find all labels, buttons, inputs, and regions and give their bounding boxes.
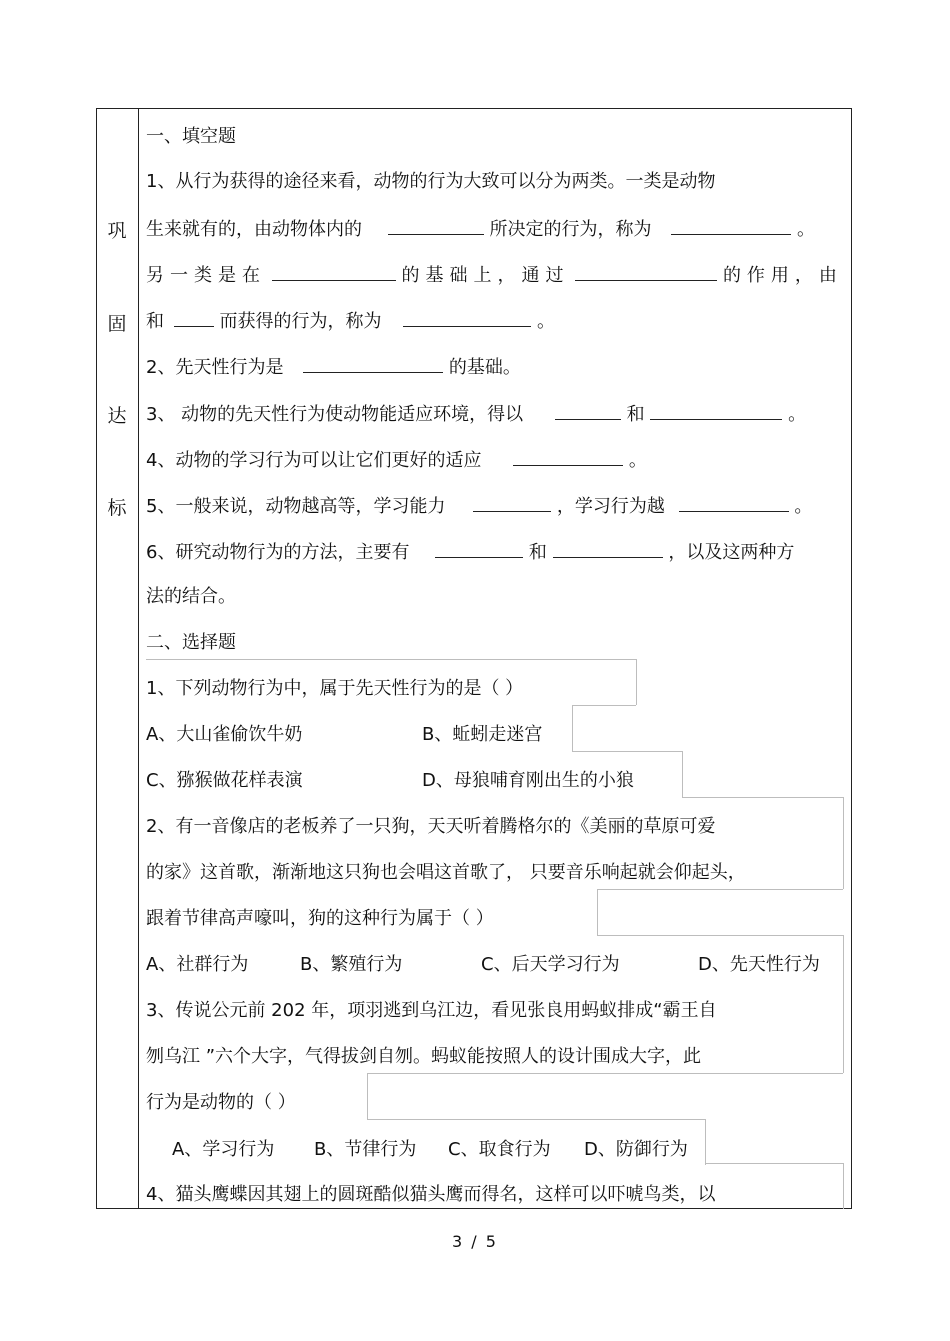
answer-blank[interactable] xyxy=(513,447,623,466)
text: 2、先天性行为是 xyxy=(146,357,284,378)
answer-blank[interactable] xyxy=(435,539,523,558)
choice-2-option-d[interactable]: D、先天性行为 xyxy=(698,954,820,975)
choice-question-1: 1、下列动物行为中，属于先天性行为的是（ ） xyxy=(146,678,524,699)
choice-question-2-line-2: 的家》这首歌，渐渐地这只狗也会唱这首歌了， 只要音乐响起就会仰起头， xyxy=(146,862,746,883)
faint-box-edge xyxy=(705,1163,843,1164)
answer-blank[interactable] xyxy=(650,401,782,420)
choice-question-4-line-1: 4、猫头鹰蝶因其翅上的圆斑酷似猫头鹰而得名，这样可以吓唬鸟类，以 xyxy=(146,1184,716,1205)
faint-box-edge xyxy=(367,1073,843,1074)
faint-box-edge xyxy=(705,1119,706,1165)
answer-blank[interactable] xyxy=(403,308,531,327)
question-2 xyxy=(146,354,521,380)
question-5 xyxy=(146,493,812,519)
text: 。 xyxy=(788,404,807,425)
text: 所决定的行为，称为 xyxy=(489,219,652,240)
faint-box-edge xyxy=(597,889,843,890)
section-heading-choice: 二、选择题 xyxy=(146,632,236,653)
text: 5、一般来说，动物越高等，学习能力 xyxy=(146,496,446,517)
choice-question-3-line-1: 3、传说公元前 202 年，项羽逃到乌江边，看见张良用蚂蚁排成“霸王自 xyxy=(146,1000,717,1021)
faint-box-edge xyxy=(572,751,682,752)
question-4 xyxy=(146,447,647,473)
faint-box-edge xyxy=(843,797,844,889)
question-1-line-2 xyxy=(146,216,815,242)
faint-box-edge xyxy=(146,659,636,660)
faint-box-edge xyxy=(572,705,636,706)
choice-question-2-line-1: 2、有一音像店的老板养了一只狗，天天听着腾格尔的《美丽的草原可爱 xyxy=(146,816,716,837)
text: 和 xyxy=(626,404,645,425)
choice-2-option-c[interactable]: C、后天学习行为 xyxy=(481,954,620,975)
text: 4、动物的学习行为可以让它们更好的适应 xyxy=(146,450,482,471)
side-label-char: 标 xyxy=(107,497,127,519)
choice-1-option-b[interactable]: B、蚯蚓走迷宫 xyxy=(422,724,543,745)
text: 。 xyxy=(796,219,815,240)
section-heading-fill: 一、填空题 xyxy=(146,126,236,147)
text: 。 xyxy=(536,311,555,332)
answer-blank[interactable] xyxy=(473,493,551,512)
question-6-line-2: 法的结合。 xyxy=(146,586,236,607)
question-6-line-1 xyxy=(146,539,794,565)
choice-1-option-c[interactable]: C、猕猴做花样表演 xyxy=(146,770,303,791)
choice-3-option-c[interactable]: C、取食行为 xyxy=(448,1139,551,1160)
faint-box-edge xyxy=(367,1073,368,1119)
answer-blank[interactable] xyxy=(553,539,663,558)
choice-question-3-line-3: 行为是动物的（ ） xyxy=(146,1092,296,1113)
faint-box-edge xyxy=(682,797,844,798)
choice-3-option-b[interactable]: B、节律行为 xyxy=(314,1139,417,1160)
question-1-line-1: 1、从行为获得的途径来看，动物的行为大致可以分为两类。一类是动物 xyxy=(146,171,716,192)
text: 的作用，由 xyxy=(722,265,843,286)
answer-blank[interactable] xyxy=(555,401,621,420)
faint-box-edge xyxy=(367,1119,706,1120)
choice-question-3-line-2: 刎乌江 ”六个大字，气得拔剑自刎。蚂蚁能按照人的设计围成大字，此 xyxy=(146,1046,702,1067)
text: 而获得的行为，称为 xyxy=(219,311,382,332)
faint-box-edge xyxy=(597,935,843,936)
text: 的基础上，通过 xyxy=(401,265,570,286)
question-1-line-3 xyxy=(146,262,843,288)
answer-blank[interactable] xyxy=(388,216,484,235)
text: 6、研究动物行为的方法，主要有 xyxy=(146,542,410,563)
faint-box-edge xyxy=(843,1163,844,1209)
choice-2-option-b[interactable]: B、繁殖行为 xyxy=(300,954,403,975)
answer-blank[interactable] xyxy=(303,354,443,373)
side-label-char: 巩 xyxy=(107,220,127,242)
choice-1-option-d[interactable]: D、母狼哺育刚出生的小狼 xyxy=(422,770,634,791)
choice-1-option-a[interactable]: A、大山雀偷饮牛奶 xyxy=(146,724,303,745)
side-label-char: 达 xyxy=(107,405,127,427)
side-label-char: 固 xyxy=(107,313,127,335)
answer-blank[interactable] xyxy=(575,262,717,281)
faint-box-edge xyxy=(572,705,573,751)
faint-box-edge xyxy=(636,659,637,705)
text: ，以及这两种方 xyxy=(668,542,795,563)
text: 的基础。 xyxy=(448,357,521,378)
text: ，学习行为越 xyxy=(556,496,665,517)
faint-box-edge xyxy=(682,751,683,797)
faint-box-edge xyxy=(597,889,598,935)
text: 。 xyxy=(794,496,813,517)
faint-box-edge xyxy=(843,935,844,1073)
text: 3、 动物的先天性行为使动物能适应环境，得以 xyxy=(146,404,524,425)
choice-2-option-a[interactable]: A、社群行为 xyxy=(146,954,249,975)
column-divider xyxy=(138,108,139,1209)
page-number: 3 / 5 xyxy=(452,1232,498,1251)
answer-blank[interactable] xyxy=(679,493,789,512)
text: 。 xyxy=(628,450,647,471)
answer-blank[interactable] xyxy=(272,262,396,281)
question-3 xyxy=(146,401,806,427)
text: 生来就有的，由动物体内的 xyxy=(146,219,362,240)
choice-3-option-d[interactable]: D、防御行为 xyxy=(584,1139,688,1160)
text: 和 xyxy=(146,311,164,332)
answer-blank[interactable] xyxy=(174,308,214,327)
question-1-line-4 xyxy=(146,308,555,334)
choice-question-2-line-3: 跟着节律高声嚎叫，狗的这种行为属于（ ） xyxy=(146,908,494,929)
choice-3-option-a[interactable]: A、学习行为 xyxy=(172,1139,275,1160)
text: 另一类是在 xyxy=(146,265,266,286)
answer-blank[interactable] xyxy=(671,216,791,235)
text: 和 xyxy=(528,542,547,563)
